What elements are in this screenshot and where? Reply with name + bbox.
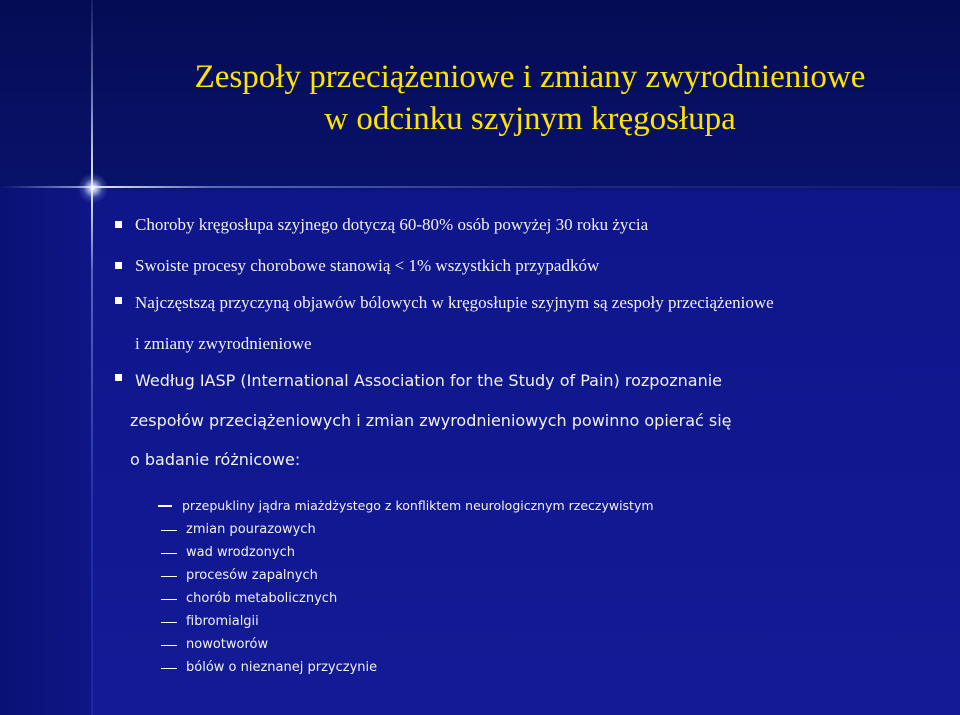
bullet-item-2: Swoiste procesy chorobowe stanowią < 1% wszystkich przypadków [135,256,600,275]
sub-item: procesów zapalnych [186,568,318,583]
dash-icon [161,668,177,669]
bullet-item-1: Choroby kręgosłupa szyjnego dotyczą 60-80% osób powyżej 30 roku życia [135,215,649,234]
sub-item: bólów o nieznanej przyczynie [186,660,378,675]
sub-item: zmian pourazowych [186,522,316,537]
dash-icon [161,530,177,531]
bullet-square-icon [115,297,122,304]
sub-item: nowotworów [186,637,269,652]
bullet-square-icon [115,262,122,269]
sub-item: fibromialgii [186,614,259,629]
bullet-item-4-line-1: Według IASP (International Association for the Study of Pain) rozpoznanie [135,371,722,390]
dash-icon [161,645,177,646]
bullet-item-4-line-3: o badanie różnicowe: [130,450,301,469]
dash-icon [161,599,177,600]
dash-icon [161,553,177,554]
slide-title-line-1: Zespoły przeciążeniowe i zmiany zwyrodnieniowe [194,59,866,95]
dash-icon [158,505,172,507]
sub-item: chorób metabolicznych [186,591,338,606]
bullet-item-4-line-2: zespołów przeciążeniowych i zmian zwyrodnieniowych powinno opierać się [130,411,732,430]
bullet-square-icon [115,221,122,228]
sub-item: wad wrodzonych [186,545,295,560]
slide-title-line-2: w odcinku szyjnym kręgosłupa [324,101,736,137]
bullet-square-icon [115,374,122,381]
dash-icon [161,622,177,623]
bullet-item-3: Najczęstszą przyczyną objawów bólowych w kręgosłupie szyjnym są zespoły przeciążeniowe [135,293,774,312]
sub-item: przepukliny jądra miażdżystego z konfliktem neurologicznym rzeczywistym [182,498,654,513]
bullet-item-3-continuation: i zmiany zwyrodnieniowe [135,334,312,353]
dash-icon [161,576,177,577]
